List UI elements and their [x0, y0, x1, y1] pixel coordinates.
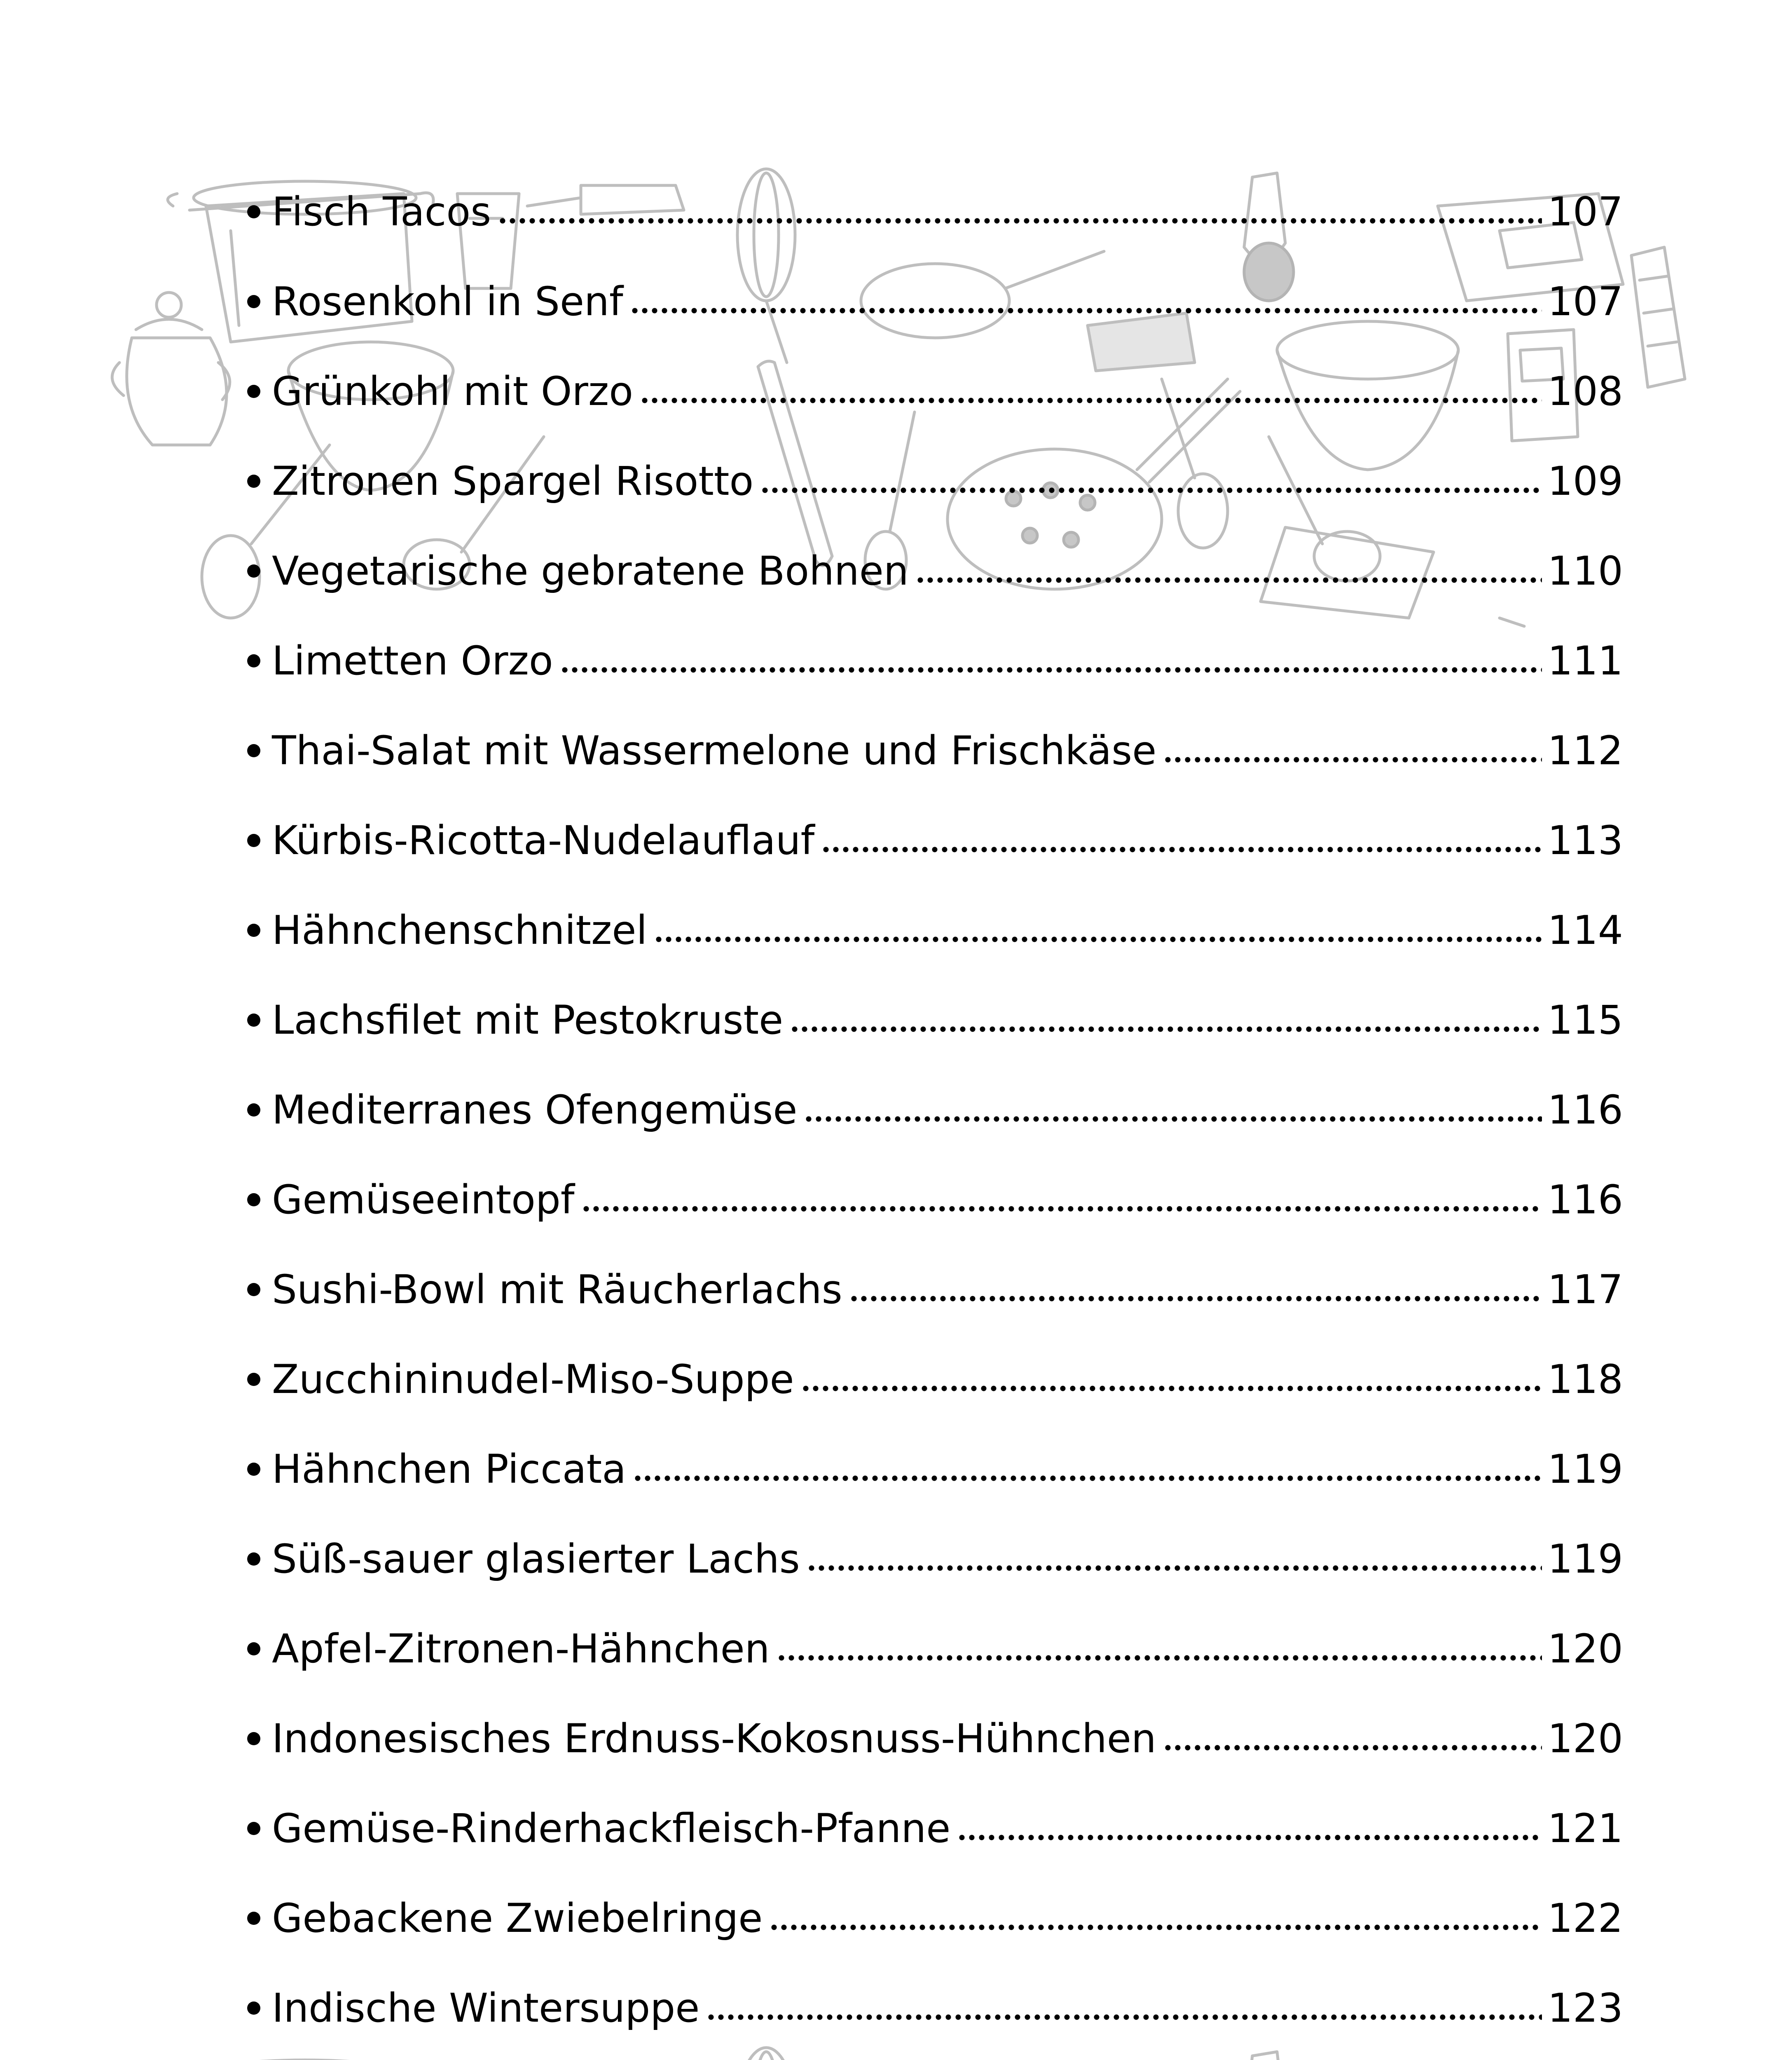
dot-leader — [777, 1629, 1542, 1669]
sugar-bowl-icon — [112, 293, 230, 445]
toc-entry[interactable] — [272, 2053, 1623, 2060]
bullet-icon — [247, 564, 260, 578]
toc-entry[interactable] — [272, 526, 1623, 616]
dot-leader — [849, 1270, 1542, 1309]
toc-entry-title: Grünkohl mit Orzo — [272, 368, 633, 414]
toc-entry[interactable] — [272, 1155, 1623, 1245]
dot-leader — [560, 641, 1542, 681]
bullet-icon — [247, 1283, 260, 1296]
bullet-icon — [247, 1103, 260, 1117]
bullet-icon — [247, 205, 260, 218]
bullet-icon — [247, 1822, 260, 1835]
toc-entry-page: 119 — [1547, 1446, 1623, 1492]
dot-leader — [630, 282, 1542, 321]
toc-entry-page: 115 — [1547, 997, 1623, 1043]
toc-entry-title: Zucchininudel-Miso-Suppe — [272, 1356, 794, 1402]
dot-leader — [790, 1000, 1542, 1040]
dot-leader — [821, 821, 1542, 860]
toc-entry-page: 118 — [1547, 1356, 1623, 1402]
bullet-icon — [247, 2001, 260, 2015]
toc-entry-title: Süß-sauer glasierter Lachs — [272, 1536, 800, 1582]
bullet-icon — [247, 385, 260, 398]
bullet-icon — [247, 1552, 260, 1566]
toc-entry[interactable] — [272, 1514, 1623, 1604]
bullet-icon — [247, 1912, 260, 1925]
bullet-icon — [247, 834, 260, 847]
toc-entry-title: Mediterranes Ofengemüse — [272, 1087, 798, 1133]
dot-leader — [581, 1180, 1542, 1220]
toc-entry-page: 120 — [1547, 1626, 1623, 1672]
toc-entry-title: Gemüseeintopf — [272, 1177, 575, 1223]
dot-leader — [915, 551, 1542, 591]
toc-entry[interactable] — [272, 1065, 1623, 1155]
toc-entry-title: Thai-Salat mit Wassermelone und Frischkäse — [272, 728, 1157, 774]
dot-leader — [498, 192, 1542, 232]
dot-leader — [1163, 731, 1542, 770]
dot-leader — [957, 1809, 1542, 1848]
grater-icon — [1631, 247, 1685, 387]
toc-entry-page: 109 — [1547, 458, 1623, 504]
dot-leader — [801, 1360, 1542, 1399]
toc-entry[interactable] — [272, 796, 1623, 885]
toc-entry-title: Rosenkohl in Senf — [272, 279, 623, 325]
toc-entry-page: 114 — [1547, 907, 1623, 953]
bullet-icon — [247, 1732, 260, 1745]
toc-entry[interactable] — [272, 436, 1623, 526]
table-of-contents — [272, 167, 1623, 2060]
toc-entry-title: Zitronen Spargel Risotto — [272, 458, 754, 504]
toc-entry-title: Kürbis-Ricotta-Nudelauflauf — [272, 817, 815, 864]
bullet-icon — [247, 654, 260, 667]
bullet-icon — [247, 744, 260, 757]
toc-entry-page: 107 — [1547, 189, 1623, 235]
toc-entry[interactable] — [272, 1334, 1623, 1424]
toc-entry-page: 119 — [1547, 1536, 1623, 1582]
toc-entry-title: Indische Wintersuppe — [272, 1985, 700, 2031]
bullet-icon — [247, 1463, 260, 1476]
toc-entry-page: 122 — [1547, 1895, 1623, 1941]
toc-entry-title: Fisch Tacos — [272, 189, 491, 235]
dot-leader — [640, 372, 1542, 411]
toc-entry-page: 116 — [1547, 1087, 1623, 1133]
toc-entry[interactable] — [272, 1604, 1623, 1694]
toc-entry-page: 120 — [1547, 1716, 1623, 1762]
toc-entry[interactable] — [272, 257, 1623, 346]
toc-entry-page: 123 — [1547, 1985, 1623, 2031]
toc-entry-page: 108 — [1547, 368, 1623, 414]
toc-entry[interactable] — [272, 167, 1623, 257]
toc-entry-page: 121 — [1547, 1805, 1623, 1852]
toc-entry-title: Limetten Orzo — [272, 638, 553, 684]
toc-entry-title: Hähnchen Piccata — [272, 1446, 627, 1492]
bullet-icon — [247, 1193, 260, 1206]
toc-entry-page: 112 — [1547, 728, 1623, 774]
toc-entry-title: Apfel-Zitronen-Hähnchen — [272, 1626, 770, 1672]
dot-leader — [633, 1449, 1542, 1489]
toc-entry-page: 113 — [1547, 817, 1623, 864]
toc-entry[interactable] — [272, 706, 1623, 796]
toc-entry-title: Hähnchenschnitzel — [272, 907, 648, 953]
bullet-icon — [247, 1014, 260, 1027]
toc-entry[interactable] — [272, 1784, 1623, 1873]
toc-entry-title: Sushi-Bowl mit Räucherlachs — [272, 1266, 842, 1313]
toc-entry[interactable] — [272, 346, 1623, 436]
bullet-icon — [247, 924, 260, 937]
toc-entry-page: 107 — [1547, 279, 1623, 325]
toc-entry-title: Vegetarische gebratene Bohnen — [272, 548, 909, 594]
toc-entry[interactable] — [272, 975, 1623, 1065]
toc-entry-page: 110 — [1547, 548, 1623, 594]
toc-entry-page: 117 — [1547, 1266, 1623, 1313]
bullet-icon — [247, 295, 260, 308]
toc-entry[interactable] — [272, 1873, 1623, 1963]
toc-entry[interactable] — [272, 1245, 1623, 1334]
dot-leader — [807, 1539, 1542, 1579]
dot-leader — [654, 911, 1542, 950]
toc-entry[interactable] — [272, 1424, 1623, 1514]
toc-entry[interactable] — [272, 885, 1623, 975]
toc-entry-title: Gemüse-Rinderhackfleisch-Pfanne — [272, 1805, 951, 1852]
dot-leader — [804, 1090, 1542, 1130]
toc-entry-title: Indonesisches Erdnuss-Kokosnuss-Hühnchen — [272, 1716, 1156, 1762]
dot-leader — [760, 461, 1542, 501]
toc-entry-page: 116 — [1547, 1177, 1623, 1223]
toc-entry[interactable] — [272, 1694, 1623, 1784]
toc-entry[interactable] — [272, 616, 1623, 706]
dot-leader — [706, 1988, 1542, 2028]
toc-entry-title: Gebackene Zwiebelringe — [272, 1895, 763, 1941]
bullet-icon — [247, 475, 260, 488]
bullet-icon — [247, 1373, 260, 1386]
toc-entry-page: 111 — [1547, 638, 1623, 684]
dot-leader — [769, 1898, 1542, 1938]
dot-leader — [1163, 1719, 1542, 1758]
toc-entry-title: Lachsfilet mit Pestokruste — [272, 997, 784, 1043]
bullet-icon — [247, 1642, 260, 1655]
toc-entry[interactable] — [272, 1963, 1623, 2053]
